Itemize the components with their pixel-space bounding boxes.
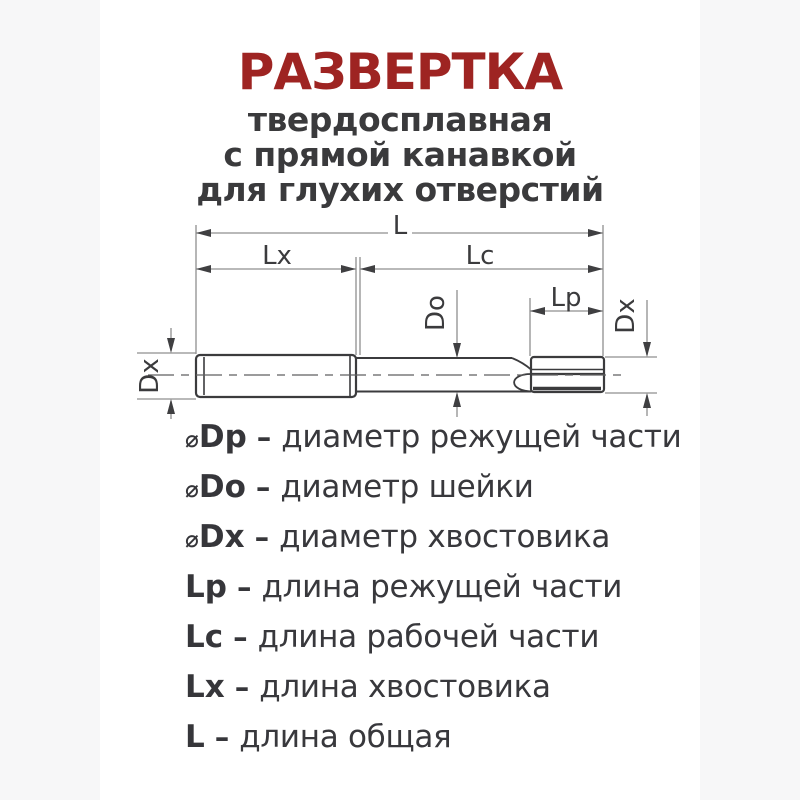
legend-dash: –: [236, 570, 252, 604]
legend-description: диаметр шейки: [280, 469, 534, 505]
reamer-body: [148, 355, 624, 397]
legend-symbol: Dx: [198, 519, 245, 555]
legend-symbol: Lc: [185, 619, 224, 655]
shank-outline: [196, 355, 356, 397]
diameter-sign: ⌀: [185, 527, 199, 553]
legend-item-dp: [185, 412, 705, 462]
subtitle-line-3: для глухих отверстий: [196, 170, 604, 209]
extension-line-shank-end: [356, 257, 360, 355]
dim-label-diameter-right: Dx: [611, 298, 641, 334]
header: [0, 43, 800, 209]
dim-label-neck-diameter: Do: [421, 295, 451, 331]
legend-symbol: Do: [198, 469, 246, 505]
legend-item-l: [185, 712, 705, 762]
legend-item-dx: [185, 512, 705, 562]
legend-dash: –: [256, 420, 272, 454]
dim-label-shank-length: Lx: [262, 241, 292, 271]
legend-description: длина хвостовика: [259, 669, 551, 705]
legend-dash: –: [214, 720, 230, 754]
dim-label-working-length: Lc: [465, 241, 495, 271]
legend-symbol: Lx: [185, 669, 225, 705]
legend-dash: –: [254, 520, 270, 554]
diameter-sign: ⌀: [185, 427, 199, 453]
subtitle-line-2: с прямой канавкой: [223, 135, 577, 174]
dim-label-overall-length: L: [392, 211, 408, 241]
legend: [185, 412, 705, 762]
legend-item-do: [185, 462, 705, 512]
dim-label-diameter-left: Dx: [135, 358, 165, 394]
subtitle: [0, 102, 800, 207]
legend-dash: –: [234, 670, 250, 704]
legend-description: длина режущей части: [261, 569, 623, 605]
flute-runout-curve: [512, 358, 531, 370]
legend-description: длина общая: [239, 719, 452, 755]
legend-description: длина рабочей части: [257, 619, 600, 655]
legend-item-lc: [185, 612, 705, 662]
legend-dash: –: [255, 470, 271, 504]
legend-item-lp: [185, 562, 705, 612]
page-title: РАЗВЕРТКА: [237, 43, 563, 101]
legend-item-lx: [185, 662, 705, 712]
legend-symbol: L: [185, 719, 205, 755]
diameter-sign: ⌀: [185, 477, 199, 503]
legend-description: диаметр хвостовика: [279, 519, 611, 555]
reamer-dimension-diagram: [0, 210, 800, 422]
extension-lines-right-diameter: [605, 357, 657, 393]
legend-symbol: Dp: [198, 419, 247, 455]
legend-description: диаметр режущей части: [281, 419, 682, 455]
dimension-labels: [135, 211, 641, 394]
legend-dash: –: [233, 620, 248, 654]
subtitle-line-1: твердосплавная: [247, 100, 553, 139]
legend-symbol: Lp: [185, 569, 227, 605]
dim-label-cutting-length: Lp: [550, 283, 582, 313]
arrowheads: [167, 229, 651, 414]
